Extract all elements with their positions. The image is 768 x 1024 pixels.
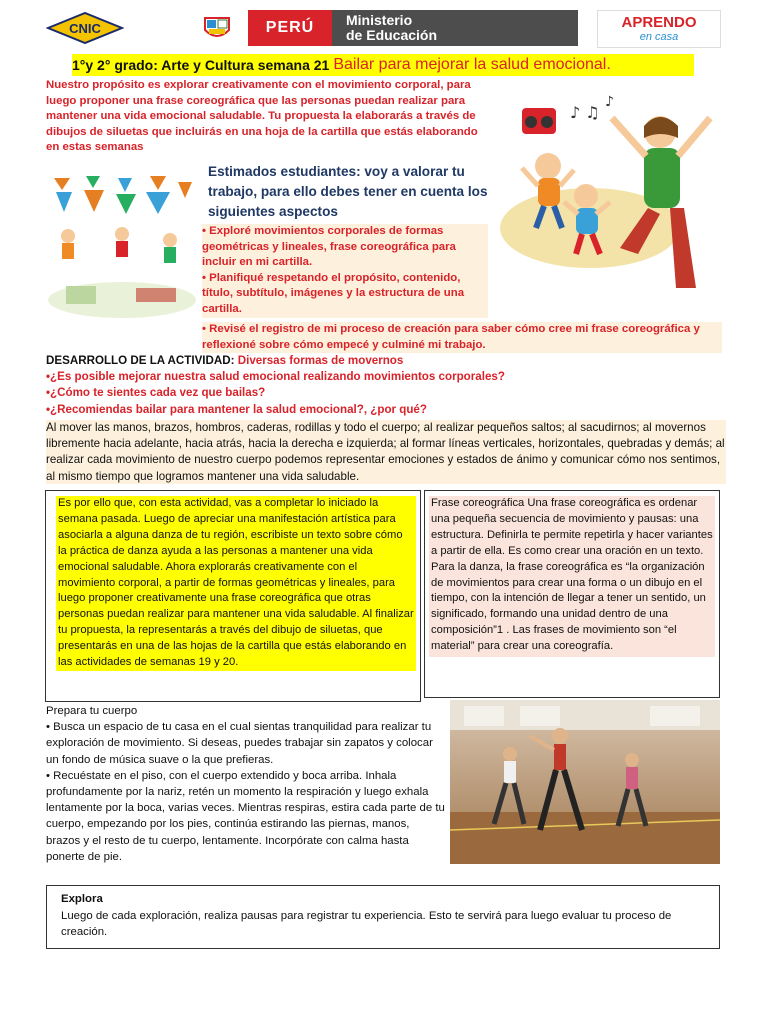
explore-heading: Explora bbox=[61, 893, 103, 905]
purpose-text: Nuestro propósito es explorar creativamente con el movimiento corporal, para luego proponer una frase coreográfica que las personas puedan realizar para mantener una vida emocional saludable. Tu propuesta la elaborarás a través de dibujos de siluetas que incluirás en una hoja de la cartilla que estás elaborando en estas semanas bbox=[46, 79, 478, 154]
ministerio-label bbox=[332, 10, 578, 46]
cnic-logo-text: CNIC bbox=[69, 21, 101, 36]
frase-coreografica-text: Frase coreográfica Una frase coreográfica es ordenar una pequeña secuencia de movimiento y pausas: una estructura. Definirla te permite repetirla y hacer variantes a partir de ella. Es como crear una oración en un texto. Para la danza, la frase coreográfica es “la organización de movimientos para crear una forma o un dibujo en el tiempo, con la intención de llegar a tener un sentido, un significado, formando una unidad dentro de una composición”1 . Las frases de movimiento son “el material” para crear una coreografía. bbox=[429, 496, 715, 657]
cnic-logo bbox=[46, 12, 124, 44]
frase-coreografica-box bbox=[424, 490, 720, 698]
explore-box bbox=[46, 885, 720, 949]
title-grade: 1°y 2° grado: Arte y Cultura semana 21 bbox=[72, 57, 330, 73]
checklist-item-3: • Revisé el registro de mi proceso de creación para saber cómo cree mi frase coreográfica y reflexioné sobre cómo empecé y culminé mi trabajo. bbox=[202, 322, 722, 353]
question-1: •¿Es posible mejorar nuestra salud emocional realizando movimientos corporales? bbox=[46, 370, 505, 384]
title-topic: Bailar para mejorar la salud emocional. bbox=[333, 56, 611, 73]
aprendo-line1: APRENDO bbox=[621, 14, 697, 31]
ministerio-line1: Ministerio bbox=[346, 12, 413, 28]
peru-crest-icon bbox=[186, 10, 248, 46]
aprendo-en-casa-logo bbox=[597, 10, 721, 48]
ministerio-line2: de Educación bbox=[346, 27, 438, 43]
question-3: •¿Recomiendas bailar para mantener la salud emocional?, ¿por qué? bbox=[46, 402, 427, 416]
checklist-item-1: • Exploré movimientos corporales de formas geométricas y lineales, frase coreográfica para incluir en mi cartilla. bbox=[202, 224, 488, 271]
page-title bbox=[72, 54, 694, 76]
dancing-teacher-illustration bbox=[500, 78, 726, 304]
evaluation-checklist bbox=[202, 224, 488, 318]
prepare-body-item-2: • Recuéstate en el piso, con el cuerpo extendido y boca arriba. Inhala profundamente por la nariz, retén un momento la respiración y luego exhala lentamente por la boca, varias veces. Mientras respiras, estira cada parte de tu cuerpo, empezando por los pies, continúa estirando las piernas, manos, brazos y el resto de tu cuerpo, lentamente. Incorpórate con calma hasta ponerte de pie. bbox=[46, 769, 445, 863]
activity-development bbox=[46, 353, 726, 418]
ministerio-logo bbox=[186, 10, 578, 46]
peru-label: PERÚ bbox=[248, 10, 332, 46]
svg-text:♪: ♪ bbox=[605, 94, 614, 110]
activity-heading-label: DESARROLLO DE LA ACTIVIDAD: bbox=[46, 354, 235, 367]
prepare-body-heading: Prepara tu cuerpo bbox=[46, 705, 138, 717]
checklist-item-2: • Planifiqué respetando el propósito, contenido, título, subtítulo, imágenes y la estructura de una cartilla. bbox=[202, 271, 488, 318]
svg-text:♪ ♫: ♪ ♫ bbox=[570, 103, 600, 122]
activity-description-text: Es por ello que, con esta actividad, vas a completar lo iniciado la semana pasada. Luego de apreciar una manifestación artística para asociarla a alguna danza de tu región, escribiste un texto sobre cómo la práctica de danza ayuda a las personas a mantener una vida emocional saludable. Ahora explorarás creativamente con el movimiento corporal, a partir de formas geométricas y lineales, para luego proponer creativamente una frase coreográfica que otras personas puedan realizar para mantener una vida saludable. Al finalizar tu propuesta, la representarás a través del dibujo de siluetas, que presentarás en una de las hojas de la cartilla que estás elaborando en las actividades de semanas 19 y 20. bbox=[56, 496, 416, 671]
dance-class-photo bbox=[450, 700, 720, 864]
activity-description-box bbox=[45, 490, 421, 702]
tangram-kids-illustration bbox=[46, 168, 198, 320]
prepare-body-section bbox=[46, 703, 446, 865]
prepare-body-item-1: • Busca un espacio de tu casa en el cual sientas tranquilidad para realizar tu exploración de movimiento. Si deseas, puedes trabajar sin zapatos y colocar un fondo de música suave o la que prefieras. bbox=[46, 721, 433, 766]
activity-heading bbox=[46, 353, 726, 369]
question-2: •¿Cómo te sientes cada vez que bailas? bbox=[46, 386, 266, 400]
explore-text: Luego de cada exploración, realiza pausas para registrar tu experiencia. Esto te servirá para luego evaluar tu proceso de creación. bbox=[61, 910, 672, 938]
aprendo-line2: en casa bbox=[639, 31, 679, 43]
activity-subheading: Diversas formas de movernos bbox=[237, 354, 404, 367]
movement-paragraph: Al mover las manos, brazos, hombros, caderas, rodillas y todo el cuerpo; al realizar pequeños saltos; al sacudirnos; al movernos libremente hacia adelante, hacia atrás, hacia la derecha e izquierda; al formar líneas verticales, horizontales, quebradas y demás; al realizar cada movimiento de nuestro cuerpo podemos representar emociones y estados de ánimo y comunicar cómo nos sentimos, al mismo tiempo que logramos mantener una vida saludable. bbox=[46, 421, 725, 483]
evaluation-intro: Estimados estudiantes: voy a valorar tu trabajo, para ello debes tener en cuenta los siguientes aspectos bbox=[208, 164, 488, 219]
